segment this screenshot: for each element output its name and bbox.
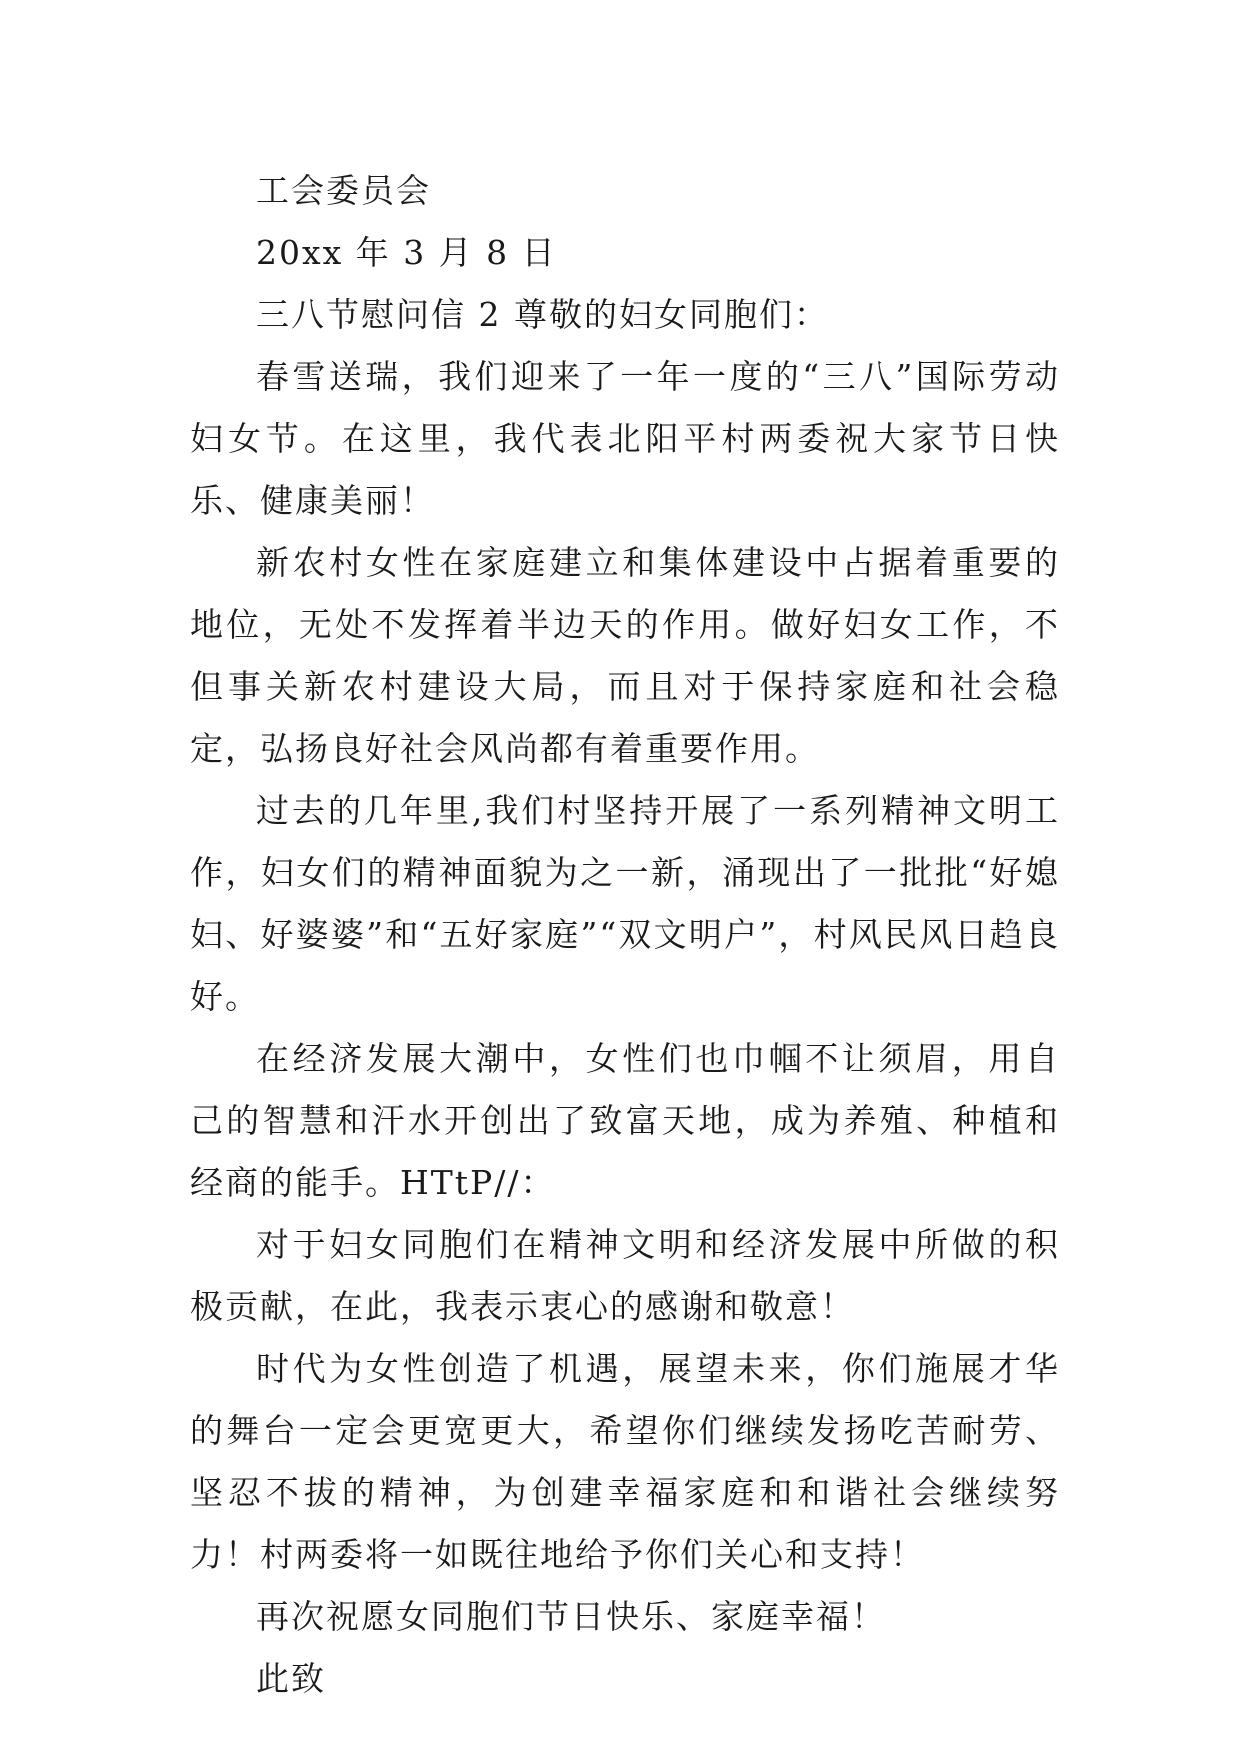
signature-organization: 工会委员会 — [256, 171, 431, 210]
closing-wish: 再次祝愿女同胞们节日快乐、家庭幸福！ — [256, 1597, 886, 1636]
closing-regards: 此致 — [256, 1659, 326, 1698]
body-paragraph: 过去的几年里,我们村坚持开展了一系列精神文明工作，妇女们的精神面貌为之一新，涌现出了一批批“好媳妇、好婆婆”和“五好家庭”“双文明户”，村风民风日趋良好。 — [190, 791, 1060, 1016]
body-paragraph: 新农村女性在家庭建立和集体建设中占据着重要的地位，无处不发挥着半边天的作用。做好妇女工作，不但事关新农村建设大局，而且对于保持家庭和社会稳定，弘扬良好社会风尚都有着重要作用。 — [190, 543, 1060, 768]
body-paragraph: 对于妇女同胞们在精神文明和经济发展中所做的积极贡献，在此，我表示衷心的感谢和敬意！ — [190, 1225, 1060, 1326]
body-paragraph: 时代为女性创造了机遇，展望未来，你们施展才华的舞台一定会更宽更大，希望你们继续发扬吃苦耐劳、坚忍不拔的精神，为创建幸福家庭和和谐社会继续努力！村两委将一如既往地给予你们关心和支持！ — [190, 1349, 1060, 1574]
body-paragraph: 春雪送瑞，我们迎来了一年一度的“三八”国际劳动妇女节。在这里，我代表北阳平村两委祝大家节日快乐、健康美丽！ — [190, 357, 1060, 520]
signature-date: 20xx 年 3 月 8 日 — [256, 233, 557, 272]
body-paragraph: 在经济发展大潮中，女性们也巾帼不让须眉，用自己的智慧和汗水开创出了致富天地，成为养殖、种植和经商的能手。HTtP//： — [190, 1039, 1060, 1202]
document-page — [190, 160, 1060, 1710]
letter-title-salutation: 三八节慰问信 2 尊敬的妇女同胞们： — [256, 295, 829, 334]
